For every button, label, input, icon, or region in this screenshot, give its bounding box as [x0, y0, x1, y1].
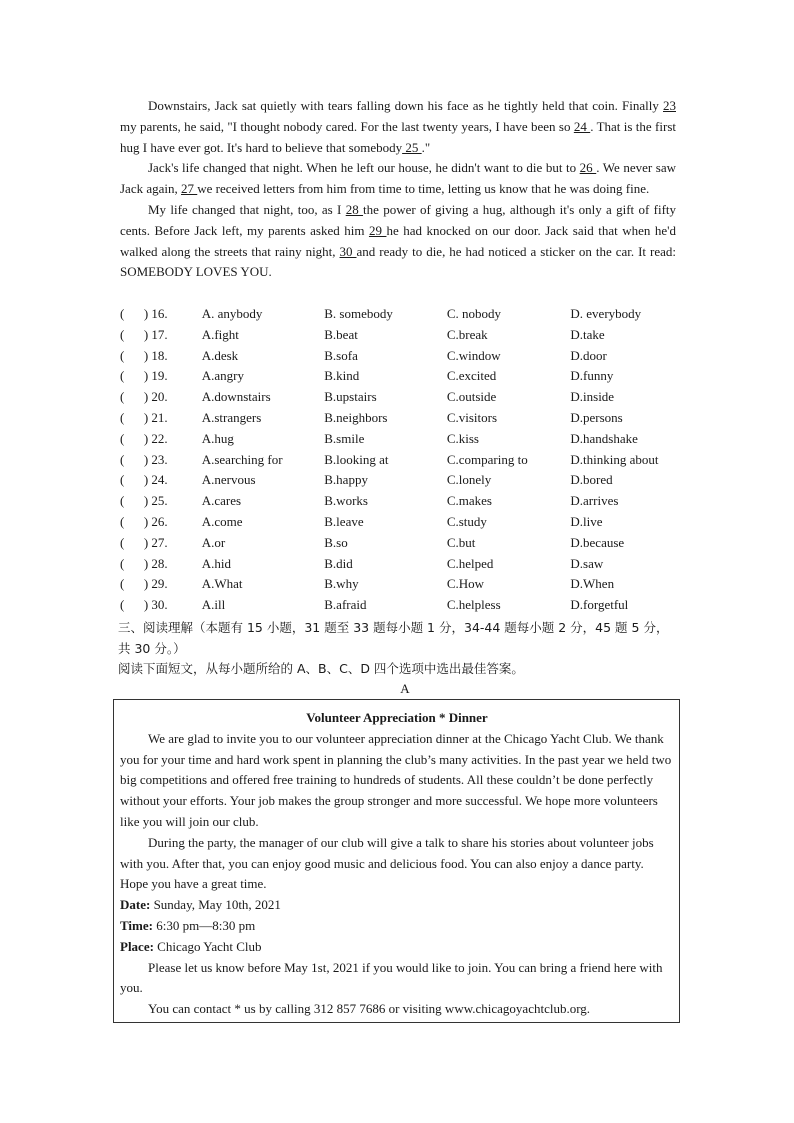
option-a: A.hid	[201, 555, 231, 571]
passage-text: the power of giving a hug, although it's only a gift of fifty cents. Before Jack left, my parents asked him	[120, 201, 677, 238]
passage-paragraph-3	[120, 200, 676, 283]
blank-28: 28	[345, 201, 364, 217]
notice-paragraph-4: You can contact * us by calling 312 857 7686 or visiting www.chicagoyachtclub.org.	[148, 1001, 591, 1017]
option-a: A.nervous	[201, 472, 256, 488]
option-row	[120, 450, 680, 471]
option-a: A.come	[201, 513, 243, 529]
option-d: D.persons	[570, 409, 623, 425]
option-row	[120, 470, 680, 491]
option-c: C.break	[446, 326, 488, 342]
option-b: B.upstairs	[324, 389, 377, 405]
option-c: C.excited	[446, 368, 497, 384]
option-a: A.fight	[201, 326, 239, 342]
option-row	[120, 387, 680, 408]
passage-text: Downstairs, Jack sat quietly with tears falling down his face as he tightly held that coin. Finally	[148, 98, 663, 113]
option-c: C.lonely	[446, 472, 492, 488]
notice-box	[113, 699, 680, 1023]
answer-paren: ( ) 19.	[120, 368, 168, 384]
option-row	[120, 429, 680, 450]
option-d: D.forgetful	[570, 597, 629, 613]
passage-text: and ready to die, he had noticed a sticker on the car. It read: SOMEBODY LOVES YOU.	[120, 243, 677, 280]
option-a: A.angry	[201, 368, 244, 384]
option-b: B.happy	[324, 472, 368, 488]
answer-paren: ( ) 21.	[120, 409, 168, 425]
notice-title: Volunteer Appreciation * Dinner	[306, 710, 488, 725]
option-c: C.helped	[446, 555, 494, 571]
option-row	[120, 595, 680, 616]
notice-paragraph-3: Please let us know before May 1st, 2021 if you would like to join. You can bring a friend here with you.	[120, 959, 663, 996]
option-d: D.thinking about	[570, 451, 659, 467]
option-b: B.looking at	[324, 451, 389, 467]
option-d: D.arrives	[570, 493, 619, 509]
option-b: B.why	[324, 576, 359, 592]
passage-text: we received letters from him from time to time, letting us know that he was doing fine.	[197, 181, 650, 197]
option-d: D.inside	[570, 389, 615, 405]
option-c: C.makes	[446, 493, 492, 509]
part-label: A	[400, 681, 410, 696]
option-b: B.so	[324, 534, 348, 550]
option-c: C. nobody	[446, 306, 501, 321]
option-d: D.bored	[570, 472, 613, 488]
passage-text: Jack's life changed that night. When he left our house, he didn't want to die but to	[148, 160, 580, 176]
option-row	[120, 366, 680, 387]
answer-paren: ( ) 28.	[120, 555, 168, 571]
option-b: B.did	[324, 555, 353, 571]
passage-paragraph-1	[120, 96, 676, 158]
option-row	[120, 512, 680, 533]
passage-text: . That is the first hug I have ever got. It's hard to believe that somebody	[120, 118, 676, 155]
passage-text: My life changed that night, too, as I	[148, 201, 346, 217]
option-b: B.kind	[324, 368, 360, 384]
answer-options-list	[120, 304, 680, 616]
option-row	[120, 554, 680, 575]
notice-paragraph-2: During the party, the manager of our club will give a talk to share his stories about volunteer jobs with you. After that, you can enjoy good music and delicious food. You can also enjoy a dance party. Hope you have a great time.	[120, 834, 654, 892]
notice-place	[120, 937, 674, 958]
option-d: D.saw	[570, 555, 604, 571]
blank-25: 25	[402, 139, 422, 155]
option-a: A.desk	[201, 347, 239, 363]
answer-paren: ( ) 22.	[120, 430, 168, 446]
option-c: C.How	[446, 576, 485, 592]
answer-paren: ( ) 24.	[120, 472, 168, 488]
option-a: A.What	[201, 576, 243, 592]
notice-paragraph-1: We are glad to invite you to our volunteer appreciation dinner at the Chicago Yacht Club. We thank you for your time and hard work spent in planning the club’s many activities. In the past year we held two big competitions and offered free training to hundreds of students. All these couldn’t be done perfectly without your efforts. Your job makes the group stronger and more successful. We hope more volunteers like you will join our club.	[120, 730, 672, 829]
option-a: A.cares	[201, 493, 242, 509]
blank-29: 29	[368, 222, 387, 238]
blank-24: 24	[573, 118, 591, 134]
option-b: B.beat	[324, 326, 358, 342]
section-heading: 三、阅读理解（本题有 15 小题，31 题至 33 题每小题 1 分，34-44 题每小题 2 分，45 题 5 分，共 30 分。）	[118, 620, 669, 656]
option-a: A.ill	[201, 597, 226, 613]
option-b: B.smile	[324, 430, 365, 446]
option-d: D.take	[570, 326, 605, 342]
answer-paren: ( ) 17.	[120, 326, 168, 342]
option-row	[120, 346, 680, 367]
option-row	[120, 304, 680, 325]
option-b: B.sofa	[324, 347, 358, 363]
option-d: D.door	[570, 347, 607, 363]
passage-text: ."	[421, 139, 431, 155]
option-a: A.hug	[201, 430, 234, 446]
passage-text: he had knocked on our door. Jack said that when he'd walked along the streets that rainy night,	[120, 222, 676, 259]
option-a: A. anybody	[201, 306, 263, 321]
answer-paren: ( ) 23.	[120, 451, 168, 467]
option-row	[120, 491, 680, 512]
option-c: C.kiss	[446, 430, 479, 446]
option-c: C.but	[446, 534, 476, 550]
notice-content	[120, 708, 674, 1020]
option-row	[120, 408, 680, 429]
option-b: B.afraid	[324, 597, 367, 613]
place-value: Chicago Yacht Club	[153, 938, 262, 954]
option-c: C.helpless	[446, 597, 501, 613]
date-value: Sunday, May 10th, 2021	[150, 897, 281, 913]
option-b: B.works	[324, 493, 368, 509]
option-c: C.window	[446, 347, 501, 363]
time-value: 6:30 pm—8:30 pm	[152, 917, 256, 933]
cloze-passage	[120, 96, 676, 283]
blank-26: 26	[579, 160, 597, 176]
answer-paren: ( ) 16.	[120, 306, 168, 321]
answer-paren: ( ) 29.	[120, 576, 168, 592]
option-d: D.handshake	[570, 430, 638, 446]
passage-text: my parents, he said, "I thought nobody cared. For the last twenty years, I have been so	[120, 118, 574, 134]
blank-30: 30	[339, 243, 357, 259]
option-d: D.funny	[570, 368, 614, 384]
option-row	[120, 325, 680, 346]
place-label: Place:	[120, 938, 154, 954]
answer-paren: ( ) 25.	[120, 493, 168, 509]
option-row	[120, 574, 680, 595]
option-d: D. everybody	[570, 306, 642, 321]
option-a: A.downstairs	[201, 389, 271, 405]
option-b: B.neighbors	[324, 409, 388, 425]
answer-paren: ( ) 26.	[120, 513, 168, 529]
blank-27: 27	[181, 181, 198, 197]
option-c: C.outside	[446, 389, 497, 405]
answer-paren: ( ) 27.	[120, 534, 168, 550]
option-a: A.strangers	[201, 409, 262, 425]
passage-paragraph-2	[120, 158, 676, 200]
option-d: D.live	[570, 513, 603, 529]
notice-date	[120, 895, 674, 916]
answer-paren: ( ) 20.	[120, 389, 168, 405]
blank-23: 23	[663, 98, 676, 113]
answer-paren: ( ) 30.	[120, 597, 168, 613]
option-d: D.When	[570, 576, 615, 592]
option-row	[120, 533, 680, 554]
option-c: C.comparing to	[446, 451, 528, 467]
option-c: C.study	[446, 513, 487, 529]
passage-text: . We never saw Jack again,	[120, 160, 677, 197]
option-a: A.or	[201, 534, 226, 550]
answer-paren: ( ) 18.	[120, 347, 168, 363]
option-a: A.searching for	[201, 451, 283, 467]
option-c: C.visitors	[446, 409, 498, 425]
time-label: Time:	[120, 917, 153, 933]
option-b: B. somebody	[324, 306, 393, 321]
notice-time	[120, 916, 674, 937]
date-label: Date:	[120, 897, 151, 913]
section-instruction: 阅读下面短文，从每小题所给的 A、B、C、D 四个选项中选出最佳答案。	[118, 661, 524, 676]
option-b: B.leave	[324, 513, 364, 529]
option-d: D.because	[570, 534, 625, 550]
